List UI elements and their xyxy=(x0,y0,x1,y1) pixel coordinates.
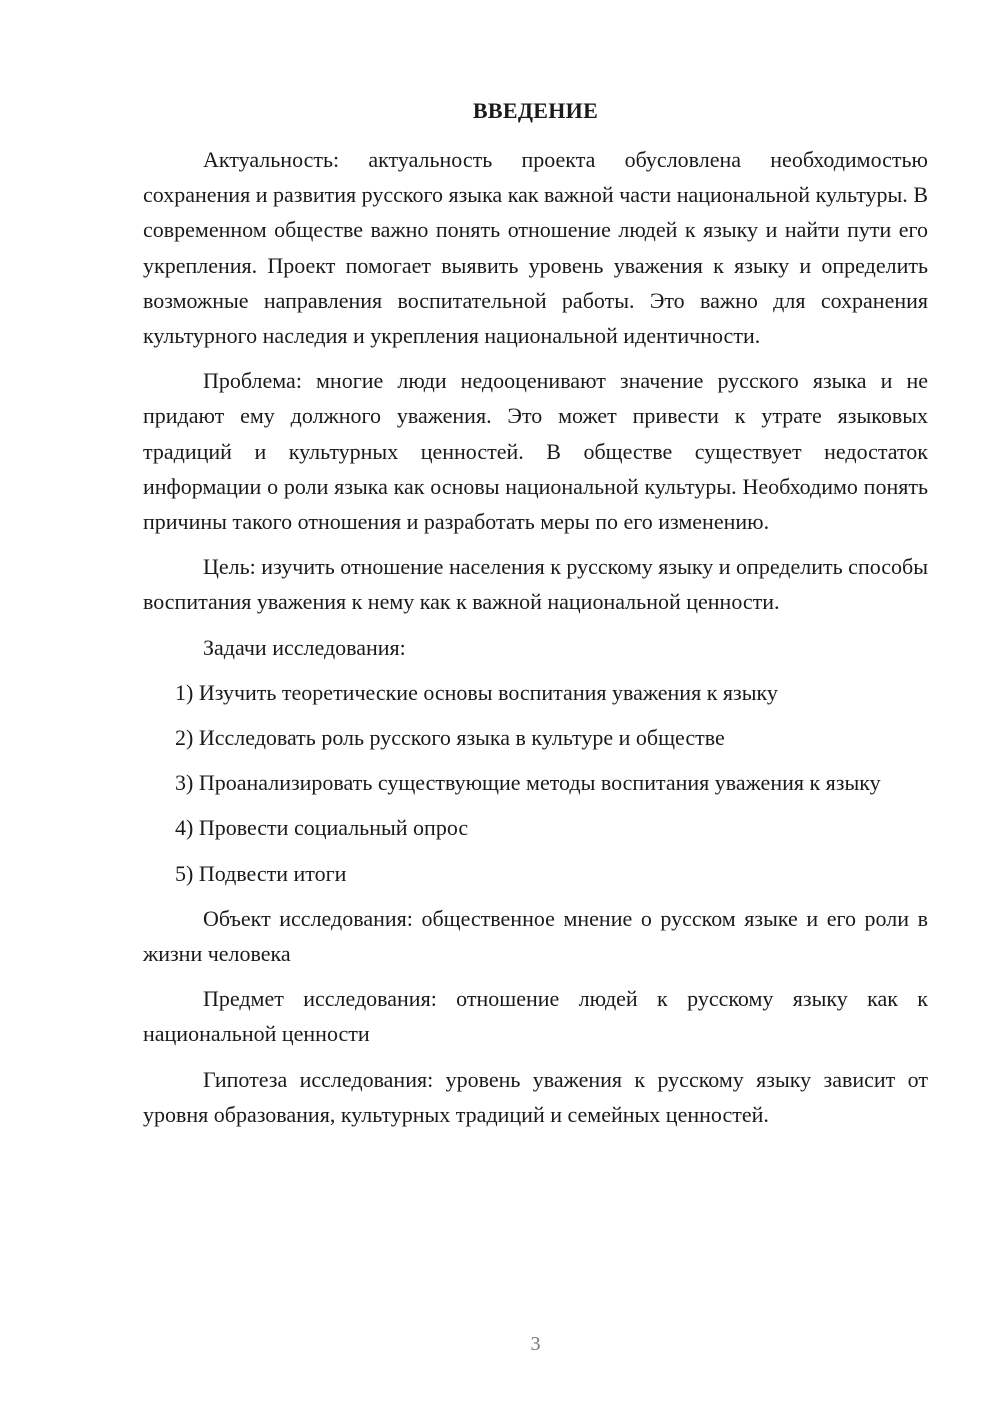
paragraph-hypothesis: Гипотеза исследования: уровень уважения к русскому языку зависит от уровня образования, культурных традиций и семейных ценностей. xyxy=(143,1066,928,1127)
paragraph-relevance: Актуальность: актуальность проекта обусловлена необходимостью сохранения и развития русского языка как важной части национальной культуры. В современном обществе важно понять отношение людей к языку и найти пути его укрепления. Проект помогает выявить уровень уважения к языку и определить возможные направления воспитательной работы. Это важно для сохранения культурного наследия и укрепления национальной идентичности. xyxy=(143,147,928,349)
paragraph-goal: Цель: изучить отношение населения к русскому языку и определить способы воспитания уважения к нему как к важной национальной ценности. xyxy=(143,554,928,615)
task-item-5: 5) Подвести итоги xyxy=(175,860,347,886)
page-number: 3 xyxy=(530,1333,541,1355)
paragraph-object: Объект исследования: общественное мнение о русском языке и его роли в жизни человека xyxy=(143,905,928,967)
task-item-1: 1) Изучить теоретические основы воспитания уважения к языку xyxy=(175,679,778,705)
paragraph-subject: Предмет исследования: отношение людей к русскому языку как к национальной ценности xyxy=(143,986,928,1047)
task-item-4: 4) Провести социальный опрос xyxy=(175,815,469,841)
task-item-3: 3) Проанализировать существующие методы воспитания уважения к языку xyxy=(175,770,881,796)
paragraph-problem: Проблема: многие люди недооценивают значение русского языка и не придают ему должного уважения. Это может привести к утрате языковых традиций и культурных ценностей. В обществе существует недостаток информации о роли языка как основы национальной культуры. Необходимо понять причины такого отношения и разработать меры по его изменению. xyxy=(143,368,928,535)
tasks-heading: Задачи исследования: xyxy=(203,634,406,660)
document-page xyxy=(143,0,928,1414)
document-body xyxy=(143,142,928,1142)
page-title: ВВЕДЕНИЕ xyxy=(472,98,599,123)
task-item-2: 2) Исследовать роль русского языка в культуре и обществе xyxy=(175,725,725,751)
